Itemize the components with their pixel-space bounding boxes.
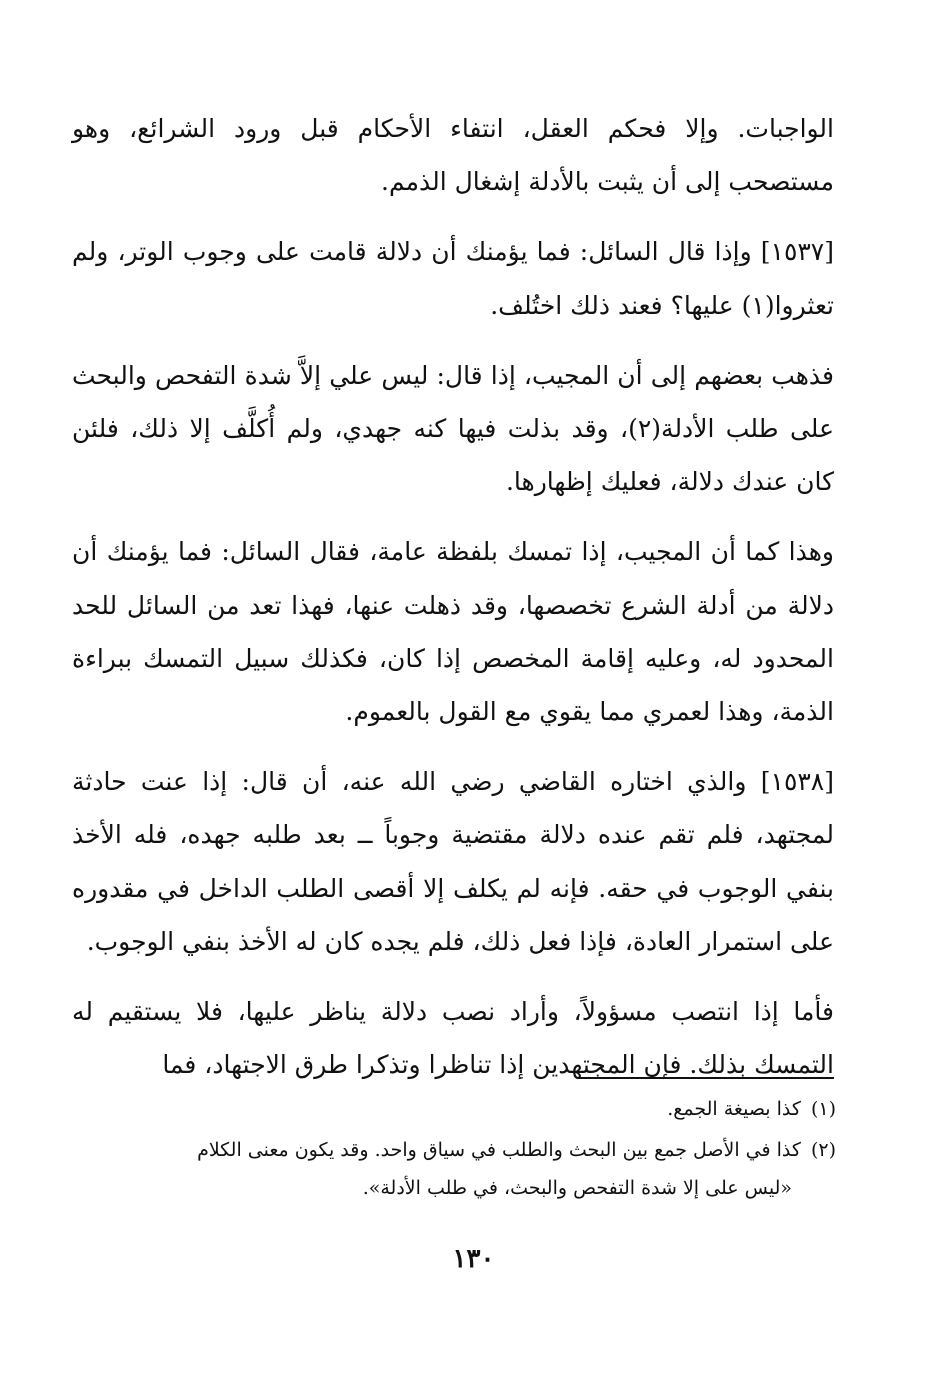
footnote-number: (٢) xyxy=(810,1139,836,1161)
paragraph-1: الواجبات. وإلا فحكم العقل، انتفاء الأحكام قبل ورود الشرائع، وهو مستصحب إلى أن يثبت بالأدلة إشغال الذمم. xyxy=(72,114,834,197)
footnote-1 xyxy=(72,1090,836,1128)
footnotes xyxy=(72,1090,836,1207)
footnote-text: كذا في الأصل جمع بين البحث والطلب في سياق واحد. وقد يكون معنى الكلام xyxy=(197,1139,801,1161)
footnote-continuation: «ليس على إلا شدة التفحص والبحث، في طلب الأدلة». xyxy=(362,1177,792,1199)
paragraph-4: وهذا كما أن المجيب، إذا تمسك بلفظة عامة، فقال السائل: فما يؤمنك أن دلالة من أدلة الشرع تخصصها، وقد ذهلت عنها، فهذا تعد من السائل للحد المحدود له، وعليه إقامة المخصص إذا كان، فكذلك سبيل التمسك ببراءة الذمة، وهذا لعمري مما يقوي مع القول بالعموم. xyxy=(72,537,834,727)
footnote-2 xyxy=(72,1131,836,1207)
paragraph-1538: [١٥٣٨] والذي اختاره القاضي رضي الله عنه، أن قال: إذا عنت حادثة لمجتهد، فلم تقم عنده دلالة مقتضية وجوباً ــ بعد طلبه جهده، فله الأخذ بنفي الوجوب في حقه. فإنه لم يكلف إلا أقصى الطلب الداخل في مقدوره على استمرار العادة، فإذا فعل ذلك، فلم يجده كان له الأخذ بنفي الوجوب. xyxy=(72,767,834,956)
footnote-text: كذا بصيغة الجمع. xyxy=(667,1098,801,1120)
footnote-number: (١) xyxy=(810,1098,836,1120)
paragraph-1537: [١٥٣٧] وإذا قال السائل: فما يؤمنك أن دلالة قامت على وجوب الوتر، ولم تعثروا(١) عليها؟ فعند ذلك اختُلف. xyxy=(72,237,834,320)
main-text xyxy=(72,102,834,1091)
paragraph-3: فذهب بعضهم إلى أن المجيب، إذا قال: ليس علي إلاَّ شدة التفحص والبحث على طلب الأدلة(٢)، وقد بذلت فيها كنه جهدي، ولم أُكلَّف إلا ذلك، فلئن كان عندك دلالة، فعليك إظهارها. xyxy=(72,360,834,497)
paragraph-6: فأما إذا انتصب مسؤولاً، وأراد نصب دلالة يناظر عليها، فلا يستقيم له التمسك بذلك. فإن المجتهدين إذا تناظرا وتذكرا طرق الاجتهاد، فما xyxy=(72,997,834,1080)
footnote-separator xyxy=(578,1077,834,1079)
page-number: ١٣٠ xyxy=(452,1244,495,1274)
